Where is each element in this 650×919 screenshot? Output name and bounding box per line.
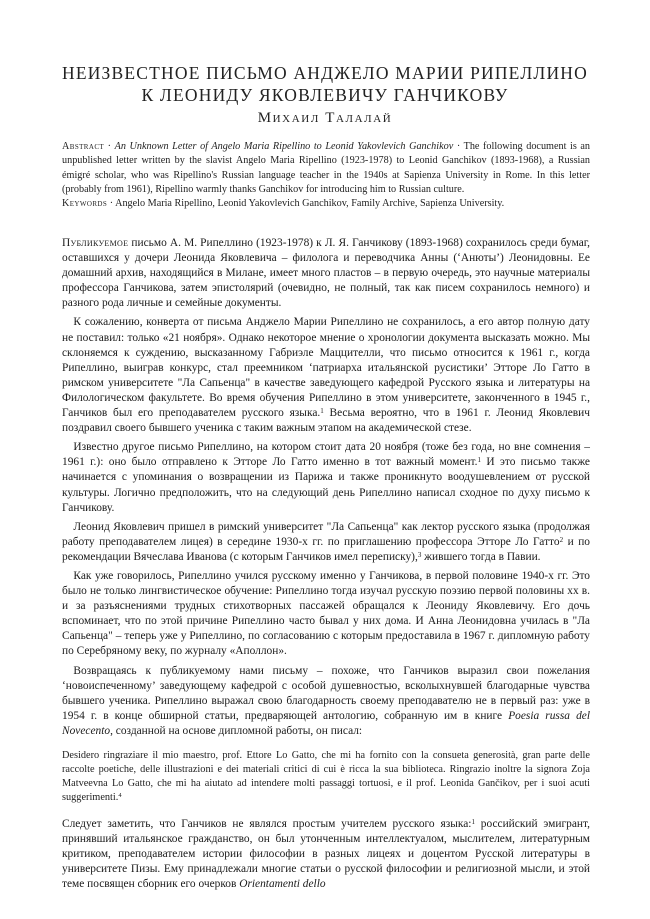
footnote-ref-1b[interactable]: 1 [477, 456, 481, 465]
footnote-ref-1c[interactable]: 1 [471, 818, 475, 826]
paragraph-1-lead: Публикуемое [62, 237, 129, 249]
paragraph-1-text: письмо А. М. Рипеллино (1923-1978) к Л. Я. Ганчикову (1893-1968) сохранилось среди бумаг, оставшихся у дочери Леонида Яковлевича – филолога и переводчика Анны (‘Анюты’) Леонидовны. Ее домашний архив, находящийся в Милане, имеет много пластов – в первую очередь, это научные материалы профессора Ганчикова, затем эпистолярий (очевидно, не полный, так как писем сохранилось немного) и разного рода личные и семейные документы. [62, 237, 590, 310]
paragraph-7 [62, 817, 590, 892]
footnote-ref-4[interactable]: 4 [118, 792, 122, 799]
paragraph-3-text-b: И это письмо также начинается с упоминания о возвращении из Парижа и также проникнуто воодушевлением от русской культуры. Логично предположить, что на следующий день Рипеллино написал сходное по духу письмо к Ганчикову. [62, 456, 590, 514]
keywords-text: · Angelo Maria Ripellino, Leonid Yakovlevich Ganchikov, Family Archive, Sapienza University. [107, 198, 505, 209]
keywords [62, 197, 590, 211]
paragraph-6 [62, 664, 590, 739]
author-name: Михаил Талалай [257, 110, 393, 126]
block-quote [62, 749, 590, 805]
paragraph-4 [62, 520, 590, 565]
abstract-separator: · [104, 141, 115, 152]
footnote-ref-3[interactable]: 3 [417, 550, 422, 559]
paragraph-6-text-a: Возвращаясь к публикуемому нами письму – похоже, что Ганчиков выразил свои пожелания ‘новоиспеченному’ заведующему кафедрой с особой душевностью, всколыхнувшей благодарные чувства бывшего ученика. Рипеллино выражал свою благодарность своему преподавателю не в первый раз: уже в 1954 г. в конце обширной статьи, предваряющей антологию, собранную им в книге [62, 664, 590, 722]
paragraph-4-text-c: жившего тогда в Павии. [421, 550, 541, 563]
paragraph-5-text: Как уже говорилось, Рипеллино учился русскому именно у Ганчикова, в первой половине 1940-х гг. Это было не только лингвистическое обучение: Рипеллино тогда изучал русскую поэзию первой половины xx в. и за разъяснениями трудных стихотворных пассажей обращался к Леониду Яковлевичу. Его дочь вспоминает, что по этой причине Рипеллино часто бывал у них дома. И Анна Леонидовна училась в "Ла Сапьенца" – теперь уже у Рипеллино, по согласованию с которым предоставила в 1967 г. дипломную работу по Серебряному веку, по журналу «Аполлон». [62, 569, 590, 658]
collection-title: Orientamenti dello [239, 878, 326, 891]
article-body [62, 236, 590, 892]
abstract-label: Abstract [62, 141, 105, 152]
book-title: Poesia russa del Novecento [62, 709, 590, 737]
paragraph-7-text-b: российский эмигрант, принявший итальянское гражданство, он был утонченным интеллектуалом, мыслителем, литературным критиком, преподавателем истории философии в разных лицеях и доцентом Русской литературы в университете Пизы. Ему принадлежали многие статьи о русской философии и религиозной мысли, и этой теме посвящен сборник его очерков [62, 818, 590, 891]
paragraph-2-text-a: К сожалению, конверта от письма Анджело Марии Рипеллино не сохранилось, а его автор полную дату не поставил: только «21 ноября». Однако некоторое мнение о хронологии документа высказать можно. Мы склоняемся к суждению, высказанному Габриэле Маццителли, что письмо относится к 1961 г., когда Рипеллино, выиграв конкурс, стал преемником ‘патриарха итальянской русистики’ Этторе Ло Гатто в римском университете "Ла Сапьенца" в качестве заведующего кафедрой Русского языка и литературы на Филологическом факультете. Во время обучения Рипеллино в этом университете, законченного в 1945 г., Ганчиков был его преподавателем русского языка. [62, 316, 590, 420]
paragraph-4-text-b: и по рекомендации Вячеслава Иванова (с которым Ганчиков имел переписку), [62, 535, 590, 563]
article-title [60, 62, 590, 106]
footnote-ref-1[interactable]: 1 [320, 407, 324, 416]
paragraph-1 [62, 236, 590, 311]
title-line-2: К ЛЕОНИДУ ЯКОВЛЕВИЧУ ГАНЧИКОВУ [141, 85, 509, 105]
paragraph-3 [62, 440, 590, 515]
paragraph-5 [62, 569, 590, 660]
abstract [62, 140, 590, 197]
paragraph-3-text-a: Известно другое письмо Рипеллино, на котором стоит дата 20 ноября (тоже без года, но вне сомнения – 1961 г.): оно было отправлено к Этторе Ло Гатто именно в тот важный момент. [62, 441, 590, 469]
paragraph-6-text-b: , созданной на основе дипломной работы, он писал: [110, 724, 363, 737]
keywords-label: Keywords [62, 198, 108, 209]
title-line-1: НЕИЗВЕСТНОЕ ПИСЬМО АНДЖЕЛО МАРИИ РИПЕЛЛИНО [61, 63, 588, 83]
paragraph-2-text-b: Весьма вероятно, что в 1961 г. Леонид Яковлевич поздравил своего бывшего ученика с таким важным этапом на академической стезе. [62, 407, 590, 435]
paragraph-7-text-a: Следует заметить, что Ганчиков не являлся простым учителем русского языка: [62, 818, 472, 830]
abstract-text: · The following document is an unpublished letter written by the slavist Angelo Maria Ripellino (1923-1978) to Leonid Ganchikov (1893-1968), a Russian émigré scholar, who was Ripellino's Russian language teacher in the 1940s at Sapienza University in Rome. In this letter (probably from 1961), Ripellino warmly thanks Ganchikov for introducing him to Russian culture. [62, 141, 590, 195]
paragraph-2 [62, 315, 590, 436]
footnote-ref-2[interactable]: 2 [559, 535, 564, 544]
quote-text: Desidero ringraziare il mio maestro, prof. Ettore Lo Gatto, che mi ha fornito con la consueta generosità, gran parte delle raccolte poetiche, delle illustrazioni e dei materiali critici di cui è ricca la sua biblioteca. Ringrazio inoltre la signora Zoja Matveevna Lo Gatto, che mi ha aiutato ad intendere molti passaggi tortuosi, e il prof. Leonida Gančikov, per i suoi acuti suggerimenti. [62, 750, 590, 803]
abstract-english-title: An Unknown Letter of Angelo Maria Ripellino to Leonid Yakovlevich Ganchikov [114, 141, 454, 152]
paragraph-4-text-a: Леонид Яковлевич пришел в римский университет "Ла Сапьенца" как лектор русского языка (продолжая работу преподавателем лицея) в середине 1930-х гг. по приглашению профессора Этторе Ло Гатто [62, 520, 590, 548]
